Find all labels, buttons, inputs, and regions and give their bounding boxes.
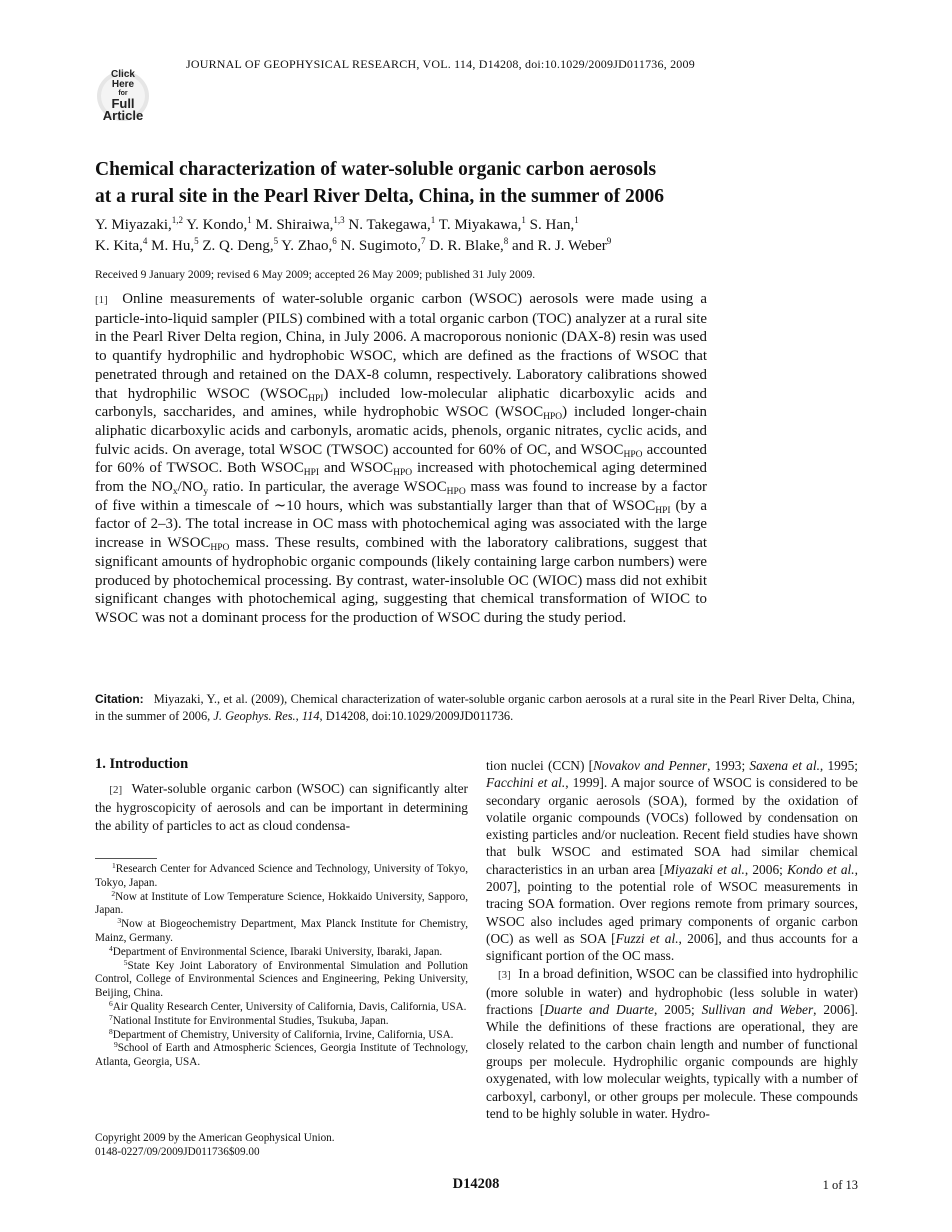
author: Y. Zhao,$^6$ <box>281 236 337 254</box>
title-line-2: at a rural site in the Pearl River Delta, China, in the summer of 2006 <box>95 186 665 207</box>
reference-link[interactable]: Novakov and Penner <box>593 758 708 773</box>
footnote: $^3$Now at Biogeochemistry Department, Max Planck Institute for Chemistry, Mainz, Germany. <box>95 916 469 944</box>
publication-dates: Received 9 January 2009; revised 6 May 2009; accepted 26 May 2009; published 31 July 2009. <box>95 269 536 281</box>
paragraph-number: [3] <box>498 968 511 981</box>
journal-header: JOURNAL OF GEOPHYSICAL RESEARCH, VOL. 114, D14208, doi:10.1029/2009JD011736, 2009 <box>186 57 695 71</box>
author: Y. Kondo,$^1$ <box>186 215 252 233</box>
footnote: $^2$Now at Institute of Low Temperature Science, Hokkaido University, Sapporo, Japan. <box>95 888 468 917</box>
issn-line: 0148-0227/09/2009JD011736$09.00 <box>95 1145 260 1158</box>
paragraph-3: [3] In a broad definition, WSOC can be classified into hydrophilic (more soluble in water) and hydrophobic (less soluble in water) fractions [Duarte and Duarte, 2005; Sullivan and Weber, 2006]. While the definitions of these fractions are operational, they are closely related to the carbon chain length and number of functional groups per molecule. Hydrophilic organic compounds are highly oxygenated, with low molecular weights, typically with a number of carboxyl, carbonyl, or other groups per molecule. These compounds tend to be highly soluble in water. Hydro- <box>486 965 859 1121</box>
footnote: $^8$Department of Chemistry, University of California, Irvine, California, USA. <box>108 1026 454 1041</box>
badge-line-5: Article <box>102 108 144 123</box>
copyright-notice <box>95 1132 335 1160</box>
author-list <box>95 215 815 257</box>
reference-link[interactable]: Facchini et al. <box>486 775 566 791</box>
author: and R. J. Weber$^9$ <box>512 236 612 254</box>
page-number: 1 of 13 <box>822 1178 858 1192</box>
full-article-badge[interactable] <box>92 68 154 124</box>
citation: Citation: Miyazaki, Y., et al. (2009), Chemical characterization of water-soluble organic carbon aerosols at a rural site in the Pearl River Delta, China, in the summer of 2006, J. Geophys. Res., 114, D14208, doi:10.1029/2009JD011736. <box>95 692 855 723</box>
reference-link[interactable]: Miyazaki et al. <box>663 861 745 877</box>
author: N. Sugimoto,$^7$ <box>340 236 426 254</box>
citation-volume: 114 <box>301 709 320 723</box>
article-id-footer: D14208 <box>452 1176 500 1192</box>
author: K. Kita,$^4$ <box>95 236 148 254</box>
right-column-text <box>486 757 858 1122</box>
affiliation-footnotes <box>95 863 468 1070</box>
author: S. Han,$^1$ <box>529 215 579 233</box>
article-title <box>95 156 815 210</box>
title-line-1: Chemical characterization of water-soluble organic carbon aerosols <box>95 159 657 180</box>
paragraph-number: [2] <box>109 784 123 796</box>
footnote: $^1$Research Center for Advanced Science and Technology, University of Tokyo, Tokyo, Japan. <box>95 861 468 889</box>
citation-journal: J. Geophys. Res. <box>213 709 296 723</box>
reference-link[interactable]: Sullivan and Weber <box>701 1002 814 1018</box>
citation-label: Citation: <box>95 692 144 706</box>
footnote: $^9$School of Earth and Atmospheric Sciences, Georgia Institute of Technology, Atlanta, Georgia, USA. <box>95 1040 468 1069</box>
footnote: $^6$Air Quality Research Center, University of California, Davis, California, USA. <box>108 998 467 1013</box>
badge-line-3: for <box>118 90 128 97</box>
author: M. Hu,$^5$ <box>151 236 199 254</box>
copyright-line: Copyright 2009 by the American Geophysical Union. <box>95 1132 335 1144</box>
reference-link[interactable]: Saxena et al. <box>749 758 820 773</box>
reference-link[interactable]: Kondo et al. <box>787 861 855 877</box>
reference-link[interactable]: Fuzzi et al. <box>615 930 679 946</box>
author: M. Shiraiwa,$^{1,3}$ <box>255 215 345 233</box>
badge-line-2: Here <box>111 79 135 90</box>
author: Y. Miyazaki,$^{1,2}$ <box>95 215 184 233</box>
author: Z. Q. Deng,$^5$ <box>202 236 279 254</box>
footnote: $^5$State Key Joint Laboratory of Environmental Simulation and Pollution Control, College of Environmental Sciences and Engineering, Peking University, Beijing, China. <box>95 957 469 1000</box>
intro-paragraph-continued: tion nuclei (CCN) [Novakov and Penner, 1993; Saxena et al., 1995; Facchini et al., 1999]. A major source of WSOC is considered to be secondary organic aerosols (SOA), formed by the oxidation of volatile organic compounds (VOCs) followed by condensation on existing particles and/or nucleation. Recent field studies have shown that bulk WSOC and estimated SOA had similar chemical characteristics in an urban area [Miyazaki et al., 2006; Kondo et al., 2007], pointing to the potential role of WSOC measurements in tracing SOA formation. Over regions remote from primary sources, WSOC also includes aged primary components of organic carbon (OC) as well as SOA [Fuzzi et al., 2006], and thus accounts for a significant portion of the OC mass. <box>486 758 858 964</box>
paragraph-number: [1] <box>95 294 108 306</box>
intro-paragraph: [2] Water-soluble organic carbon (WSOC) can significantly alter the hygroscopicity of aerosols and can be important in determining the ability of particles to act as cloud condensa- <box>95 781 468 833</box>
footnote-divider <box>95 858 157 859</box>
footnote: $^7$National Institute for Environmental Studies, Tsukuba, Japan. <box>108 1012 389 1027</box>
reference-link[interactable]: Duarte and Duarte <box>544 1002 654 1018</box>
author: D. R. Blake,$^8$ <box>429 236 509 254</box>
badge-line-1: Click <box>111 69 135 80</box>
author: N. Takegawa,$^1$ <box>348 215 436 233</box>
badge-line-4: Full <box>111 96 135 111</box>
author: T. Miyakawa,$^1$ <box>438 215 526 233</box>
abstract: [1] Online measurements of water-soluble organic carbon (WSOC) aerosols were made using a particle-into-liquid sampler (PILS) combined with a total organic carbon (TOC) analyzer at a rural site in the Pearl River Delta region, China, in July 2006. A macroporous nonionic (DAX-8) resin was used to quantify hydrophilic and hydrophobic WSOC, which are defined as the fractions of WSOC that penetrated through and retained on the DAX-8 column, respectively. Laboratory calibrations showed that hydrophilic WSOC $(WSOC_{HPI})$ included low-molecular aliphatic dicarboxylic acids and carbonyls, saccharides, and amines, while hydrophobic WSOC $(WSOC_{HPO})$ included longer-chain aliphatic dicarboxylic acids and carbonyls, aromatic acids, phenols, organic nitrates, cyclic acids, and fulvic acids. On average, total WSOC (TWSOC) accounted for 60% of OC, and $WSOC_{HPO}$ accounted for 60% of TWSOC. Both $WSOC_{HPI}$ and $WSOC_{HPO}$ increased with photochemical aging determined from the $NO_x/NO_y$ ratio. In particular, the average $WSOC_{HPO}$ mass was found to increase by a factor of five within a timescale of ∼10 hours, which was substantially larger than that of $WSOC_{HPI}$ (by a factor of 2–3). The total increase in OC mass with photochemical aging was associated with the large increase in $WSOC_{HPO}$ mass. These results, combined with the laboratory calibrations, suggest that significant amounts of hydrophobic organic compounds (likely containing large carbon numbers) were produced by photochemical processing. By contrast, water-insoluble OC (WIOC) mass did not exhibit significant changes with photochemical aging, suggesting that chemical transformation of WIOC to WSOC was not a dominant process for the production of WSOC during the study period. <box>95 291 708 626</box>
footnote: $^4$Department of Environmental Science, Ibaraki University, Ibaraki, Japan. <box>108 943 443 958</box>
section-heading: 1. Introduction <box>95 756 189 772</box>
